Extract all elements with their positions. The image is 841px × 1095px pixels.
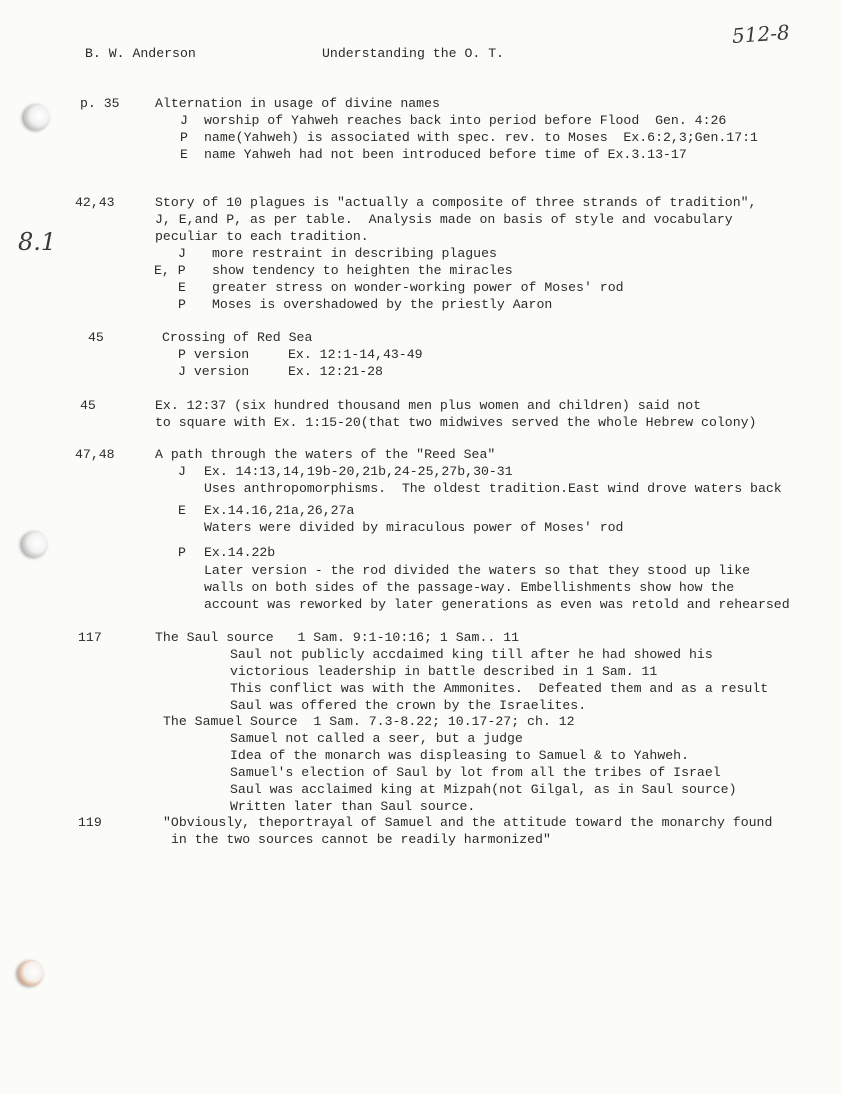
source-tag: P <box>178 297 186 312</box>
section-heading-line: peculiar to each tradition. <box>155 229 369 244</box>
header-author: B. W. Anderson <box>85 46 196 61</box>
line-text: This conflict was with the Ammonites. Defeated them and as a result <box>230 681 769 696</box>
margin-note: 8.1 <box>18 228 57 256</box>
line-text: name Yahweh had not been introduced before time of Ex.3.13-17 <box>204 147 687 162</box>
source-tag: E <box>178 280 186 295</box>
line-text: greater stress on wonder-working power of Moses' rod <box>212 280 624 295</box>
line-text: name(Yahweh) is associated with spec. rev. to Moses Ex.6:2,3;Gen.17:1 <box>204 130 758 145</box>
header-annotation: 512-8 <box>731 20 791 48</box>
source-tag: P <box>180 130 188 145</box>
section-heading-line: J, E,and P, as per table. Analysis made on basis of style and vocabulary <box>155 212 733 227</box>
line-text: Ex. 12:21-28 <box>288 364 383 379</box>
binder-hole-top <box>24 104 50 130</box>
page-ref: 45 <box>88 330 104 345</box>
source-tag: E <box>178 503 186 518</box>
line-text: Samuel not called a seer, but a judge <box>230 731 523 746</box>
quote-line: "Obviously, theportrayal of Samuel and the attitude toward the monarchy found <box>163 815 773 830</box>
source-tag: J version <box>178 364 250 379</box>
line-ref: Ex.14.16,21a,26,27a <box>204 503 355 518</box>
line-text: to square with Ex. 1:15-20(that two midwives served the whole Hebrew colony) <box>155 415 757 430</box>
page-ref: 42,43 <box>75 195 115 210</box>
line-text: Saul not publicly accdaimed king till after he had showed his <box>230 647 713 662</box>
line-text: account was reworked by later generations as even was retold and rehearsed <box>204 597 790 612</box>
line-text: Waters were divided by miraculous power of Moses' rod <box>204 520 624 535</box>
page-ref: p. 35 <box>80 96 120 111</box>
line-ref: Ex.14.22b <box>204 545 276 560</box>
page-ref: 117 <box>78 630 102 645</box>
line-text: walls on both sides of the passage-way. Embellishments show how the <box>204 580 735 595</box>
section-heading: Alternation in usage of divine names <box>155 96 440 111</box>
source-tag: J <box>178 464 186 479</box>
line-text: Later version - the rod divided the waters so that they stood up like <box>204 563 751 578</box>
line-text: Uses anthropomorphisms. The oldest tradition.East wind drove waters back <box>204 481 782 496</box>
page-ref: 45 <box>80 398 96 413</box>
binder-hole-bottom <box>18 960 44 986</box>
source-tag: E, P <box>154 263 186 278</box>
section-heading: The Saul source 1 Sam. 9:1-10:16; 1 Sam.. 11 <box>155 630 520 645</box>
line-text: worship of Yahweh reaches back into period before Flood Gen. 4:26 <box>204 113 727 128</box>
source-tag: P <box>178 545 186 560</box>
line-text: more restraint in describing plagues <box>212 246 497 261</box>
section-heading: The Samuel Source 1 Sam. 7.3-8.22; 10.17-27; ch. 12 <box>163 714 575 729</box>
line-text: Ex. 12:37 (six hundred thousand men plus women and children) said not <box>155 398 702 413</box>
line-text: Samuel's election of Saul by lot from all the tribes of Israel <box>230 765 721 780</box>
line-text: Saul was offered the crown by the Israelites. <box>230 698 587 713</box>
line-text: Moses is overshadowed by the priestly Aaron <box>212 297 553 312</box>
section-heading-line: Story of 10 plagues is "actually a composite of three strands of tradition", <box>155 195 757 210</box>
line-text: show tendency to heighten the miracles <box>212 263 513 278</box>
line-text: Saul was acclaimed king at Mizpah(not Gilgal, as in Saul source) <box>230 782 737 797</box>
line-text: Idea of the monarch was displeasing to Samuel & to Yahweh. <box>230 748 689 763</box>
section-heading: Crossing of Red Sea <box>162 330 313 345</box>
header-title: Understanding the O. T. <box>322 46 505 61</box>
line-text: Written later than Saul source. <box>230 799 476 814</box>
binder-hole-middle <box>22 531 48 557</box>
section-heading: A path through the waters of the "Reed Sea" <box>155 447 496 462</box>
page-ref: 47,48 <box>75 447 115 462</box>
source-tag: J <box>178 246 186 261</box>
line-ref: Ex. 14:13,14,19b-20,21b,24-25,27b,30-31 <box>204 464 513 479</box>
line-text: Ex. 12:1-14,43-49 <box>288 347 423 362</box>
source-tag: E <box>180 147 188 162</box>
source-tag: P version <box>178 347 250 362</box>
page-ref: 119 <box>78 815 102 830</box>
source-tag: J <box>180 113 188 128</box>
quote-line: in the two sources cannot be readily harmonized" <box>171 832 551 847</box>
line-text: victorious leadership in battle described in 1 Sam. 11 <box>230 664 658 679</box>
